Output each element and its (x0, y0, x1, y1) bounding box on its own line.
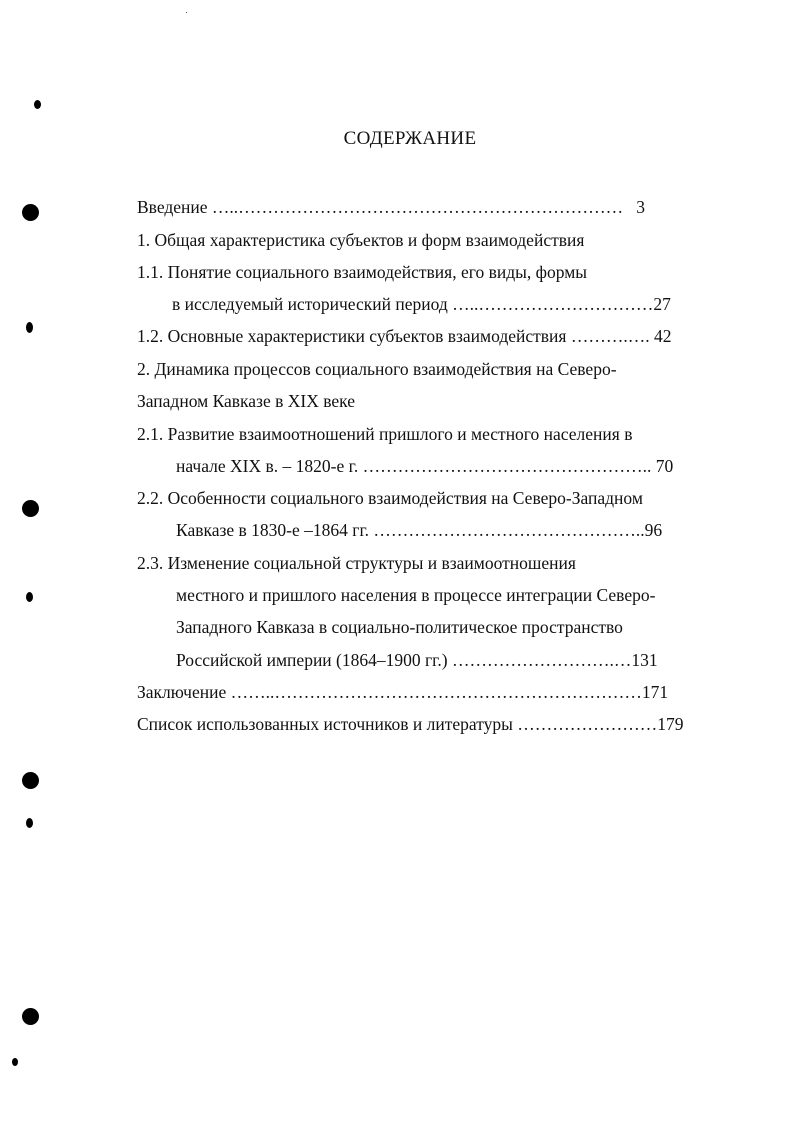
punch-hole (34, 100, 41, 109)
punch-hole (22, 204, 39, 221)
toc-entry-section-2-2-cont: Кавказе в 1830-е –1864 гг. ………………………………………..96 (176, 520, 663, 540)
punch-hole (26, 592, 33, 602)
punch-hole (22, 772, 39, 789)
toc-entry-conclusion: Заключение ……..………………………………………………………171 (137, 682, 669, 702)
punch-hole (26, 322, 33, 333)
punch-hole (22, 1008, 39, 1025)
toc-entry-chapter-2: 2. Динамика процессов социального взаимодействия на Северо- (137, 359, 617, 379)
toc-entry-section-1-1-cont: в исследуемый исторический период …..…………………………27 (172, 294, 671, 314)
punch-hole (26, 818, 33, 828)
toc-entry-introduction: Введение …..………………………………………………………… 3 (137, 197, 646, 217)
toc-entry-section-2-3-cont: Западного Кавказа в социально-политическое пространство (176, 617, 623, 637)
toc-entry-chapter-1: 1. Общая характеристика субъектов и форм взаимодействия (137, 230, 585, 250)
toc-entry-section-2-1: 2.1. Развитие взаимоотношений пришлого и местного населения в (137, 424, 633, 444)
scan-speck (186, 12, 187, 13)
toc-entry-chapter-2-cont: Западном Кавказе в XIX веке (137, 391, 355, 411)
toc-entry-section-2-3-cont: местного и пришлого населения в процессе интеграции Северо- (176, 585, 656, 605)
toc-entry-section-2-3: 2.3. Изменение социальной структуры и взаимоотношения (137, 553, 576, 573)
toc-entry-section-2-2: 2.2. Особенности социального взаимодействия на Северо-Западном (137, 488, 643, 508)
toc-entry-section-2-1-cont: начале XIX в. – 1820-е г. ………………………………………….. 70 (176, 456, 674, 476)
punch-hole (22, 500, 39, 517)
toc-entry-section-2-3-cont: Российской империи (1864–1900 гг.) ……………………….…131 (176, 650, 658, 670)
toc-entry-bibliography: Список использованных источников и литературы ……………………179 (137, 714, 684, 734)
punch-hole (12, 1058, 18, 1066)
toc-entry-section-1-1: 1.1. Понятие социального взаимодействия, его виды, формы (137, 262, 588, 282)
page-title: СОДЕРЖАНИЕ (343, 128, 477, 149)
toc-entry-section-1-2: 1.2. Основные характеристики субъектов взаимодействия ……….…. 42 (137, 326, 672, 346)
